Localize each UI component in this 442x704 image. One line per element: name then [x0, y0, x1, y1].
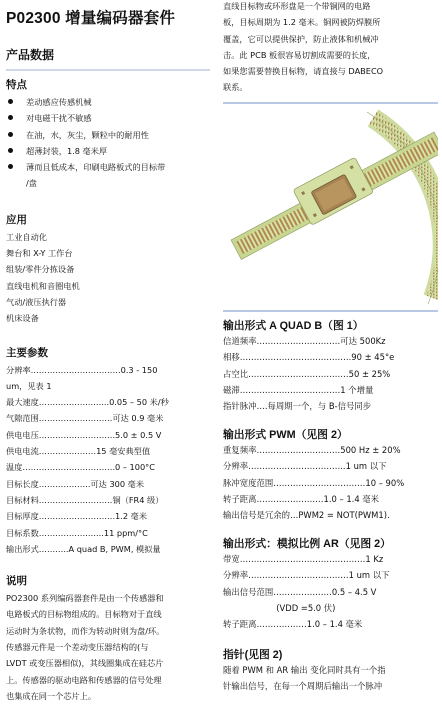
- application-item: 机床设备: [6, 313, 39, 324]
- description-line: PO2300 系列编码器套件是由一个传感器和: [6, 593, 164, 604]
- application-item: 舞台和 X-Y 工作台: [6, 248, 73, 259]
- spec-row: 磁滞………………………………1 个增量: [223, 385, 374, 395]
- pointer-line: 针输出信号，在每一个周期后输出一个脉冲: [223, 681, 383, 692]
- spec-row: 输出信号是冗余的…PWM2 = NOT(PWM1).: [223, 510, 390, 521]
- analog-output-specs: [223, 551, 438, 633]
- application-item: 工业自动化: [6, 231, 47, 242]
- spec-row: 分辨率……………………………..1 um 以下: [223, 461, 387, 472]
- parameter-row: 目标长度……………….可达 300 毫米: [6, 478, 145, 489]
- parameter-row: 目标系数……………….…..11 ppm/°C: [6, 527, 148, 538]
- description-heading: 说明: [6, 575, 27, 588]
- spec-row: 重复频率…………………………500 Hz ± 20%: [223, 444, 401, 455]
- parameter-row: 分辨率……………………………0.3 - 150: [6, 364, 158, 375]
- intro-line: 覆盖，它可以提供保护，防止液体和机械冲: [223, 33, 379, 44]
- features-list: [6, 94, 210, 192]
- applications-list: [6, 229, 210, 327]
- spec-row: 带宽………………………………………1 Kz: [223, 553, 384, 564]
- analog-output-heading: 输出形式：模拟比例 AR（见图 2）: [223, 537, 391, 550]
- intro-line: 直线目标物或环形盘是一个带铜网的电路: [223, 1, 371, 11]
- applications-heading: 应用: [6, 213, 27, 226]
- feature-item: 在油，水，灰尘，颗粒中的耐用性: [6, 127, 210, 143]
- spec-row: 指针脉冲….每周期一个，与 B-信号同步: [223, 401, 372, 412]
- description-line: 传感器元件是一个差动变压器结构的(与: [6, 642, 149, 653]
- parameter-row: 最大速度………………..…...0.05 – 50 米/秒: [6, 397, 169, 408]
- parameter-row: 目标材料………………………铜（FR4 级）: [6, 494, 164, 505]
- divider: [223, 102, 438, 104]
- parameter-row: 气隙范围………………………可达 0.9 毫米: [6, 413, 164, 424]
- spec-row: (VDD =5.0 伏): [223, 603, 336, 614]
- description-line: 上。传感器的驱动电路和传感器的信号处理: [6, 674, 162, 685]
- parameters-list: [6, 362, 210, 558]
- divider: [223, 310, 438, 312]
- parameter-row: 供电电压……………………….5.0 ± 0.5 V: [6, 429, 162, 440]
- spec-row: 占空比………………………………50 ± 25%: [223, 368, 391, 379]
- spec-row: 分辨率………………………………1 um 以下: [223, 570, 390, 581]
- left-column: [6, 0, 210, 704]
- product-photo: [223, 108, 438, 308]
- divider: [6, 69, 210, 71]
- description-line: 电路板式的目标物组成的。目标物对于直线: [6, 609, 162, 620]
- feature-item: 薄而且低成本，印刷电路板式的目标带: [6, 159, 210, 175]
- application-item: 气动/液压执行器: [6, 296, 67, 307]
- intro-line: 如果您需要替换目标物，请直接与 DABECO: [223, 66, 384, 77]
- right-column: [223, 0, 438, 695]
- parameter-row: 输出形式………..A quad B, PWM, 模拟量: [6, 543, 161, 554]
- spec-row: 转子距离……………………1.0 – 1.4 毫米: [223, 494, 380, 505]
- parameter-row: 供电电流…………………15 毫安典型值: [6, 446, 151, 457]
- spec-row: 输出信号范围…………………0.5 – 4.5 V: [223, 586, 377, 597]
- encoder-kit-image: [223, 108, 438, 308]
- feature-item-continued: /盘: [26, 178, 37, 189]
- description-text: [6, 590, 210, 704]
- description-line: 也集成在同一个芯片上。: [6, 690, 97, 701]
- pwm-output-specs: [223, 442, 438, 524]
- application-item: 组装/零件分拣设备: [6, 264, 75, 275]
- parameter-row: 目标厚度……………………….1.2 毫米: [6, 511, 148, 522]
- pointer-heading: 指针(见图 2): [223, 648, 283, 661]
- page-title: P02300 增量编码器套件: [6, 10, 176, 27]
- application-item: 直线电机和音圈电机: [6, 280, 80, 291]
- product-data-heading: 产品数据: [6, 48, 55, 62]
- intro-paragraph: [223, 0, 438, 96]
- features-heading: 特点: [6, 79, 27, 91]
- pwm-output-heading: 输出形式 PWM（见图 2）: [223, 428, 348, 441]
- intro-line: 板，目标周期为 1.2 毫米。铜网被防焊膜所: [223, 17, 381, 28]
- spec-row: 转子距离………………1.0 – 1.4 毫米: [223, 619, 363, 630]
- feature-item: 对电磁干扰不敏感: [6, 110, 210, 126]
- parameter-row: um，见表 1: [6, 380, 52, 391]
- feature-item: 超薄封装，1.8 毫米厚: [6, 143, 210, 159]
- quad-output-specs: [223, 333, 438, 415]
- quad-output-heading: 输出形式 A QUAD B（图 1）: [223, 319, 364, 332]
- main-parameters-heading: 主要参数: [6, 346, 48, 359]
- spec-row: 信道频率…………………………可达 500Kz: [223, 335, 386, 346]
- intro-line: 击。此 PCB 板很容易切割成需要的长度，: [223, 49, 376, 60]
- pointer-text: [223, 662, 438, 695]
- pointer-line: 随着 PWM 和 AR 输出 变化同时具有一个指: [223, 664, 386, 675]
- intro-line: 联系。: [223, 82, 248, 93]
- description-line: 运动时为条状物，而作为转动时则为盘/环。: [6, 625, 165, 636]
- parameter-row: 温度…………………………….0 – 100°C: [6, 462, 155, 473]
- description-line: LVDT 或变压器相似)，其线圈集成在硅芯片: [6, 658, 164, 669]
- feature-item: 差动感应传感机械: [6, 94, 210, 110]
- spec-row: 脉冲宽度范围……………………………10 – 90%: [223, 477, 405, 488]
- spec-row: 相移………………………………….90 ± 45°e: [223, 352, 395, 363]
